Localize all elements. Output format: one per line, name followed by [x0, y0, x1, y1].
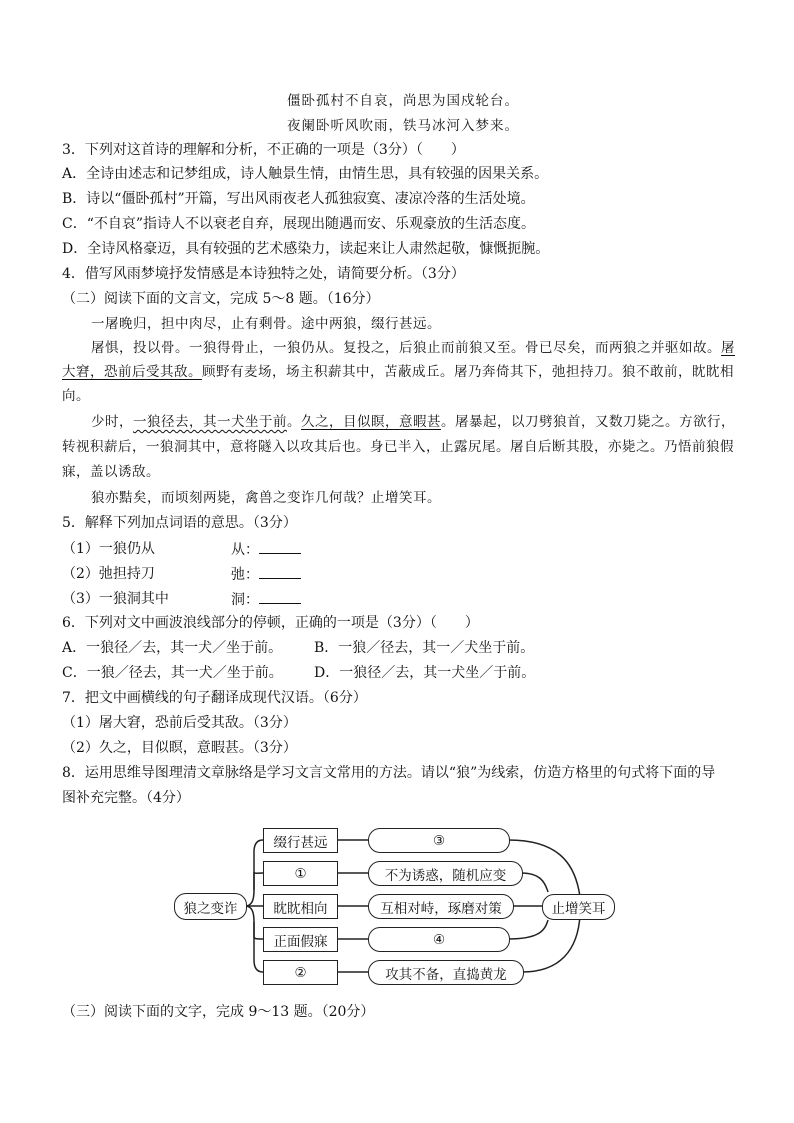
- passage-text: 。屠暴起，以刀劈狼首，又数刀毙之。方欲行，: [441, 414, 735, 430]
- underlined-sentence: 屠: [721, 340, 735, 356]
- q6-option-b: B．一狼／径去，其一／犬坐于前。: [314, 640, 535, 656]
- q5-item-2: （2）弛担持刀: [62, 566, 155, 582]
- mindmap-left-blank-1[interactable]: ①: [263, 861, 338, 886]
- q5-word-label: 从：: [231, 542, 259, 558]
- q6-option-d: D．一狼径／去，其一犬坐／于前。: [314, 665, 536, 681]
- mindmap-right-node-5: 攻其不备，直捣黄龙: [368, 960, 524, 985]
- mindmap-end: 止增笑耳: [542, 894, 615, 920]
- q6-option-a: A．一狼径／去，其一犬／坐于前。: [62, 640, 283, 656]
- q7-sentence-2: （2）久之，目似瞑，意暇甚。（3分）: [62, 740, 297, 756]
- poem-line-1: 僵卧孤村不自哀，尚思为国戍轮台。: [287, 93, 519, 109]
- mindmap-left-node-3: 眈眈相向: [263, 894, 338, 919]
- mindmap-left-blank-2[interactable]: ②: [263, 960, 338, 985]
- q3-stem: 3．下列对这首诗的理解和分析，不正确的一项是（3分）（ ）: [62, 142, 465, 158]
- q6-stem: 6．下列对文中画波浪线部分的停顿，正确的一项是（3分）（ ）: [62, 615, 479, 631]
- q6-option-c: C．一狼／径去，其一犬／坐于前。: [62, 665, 283, 681]
- q3-option-a: A．全诗由述志和记梦组成，诗人触景生情，由情生思，具有较强的因果关系。: [62, 166, 549, 182]
- q4-stem: 4．借写风雨梦境抒发情感是本诗独特之处，请简要分析。（3分）: [62, 266, 465, 282]
- passage-paragraph-2-end: 向。: [62, 388, 90, 404]
- mindmap-right-node-2: 不为诱惑，随机应变: [368, 861, 523, 886]
- section2-title: （二）阅读下面的文言文，完成 5～8 题。（16分）: [62, 291, 380, 307]
- q8-stem-cont: 图补充完整。（4分）: [62, 790, 190, 806]
- q7-stem: 7．把文中画横线的句子翻译成现代汉语。（6分）: [62, 690, 367, 706]
- passage-paragraph-1: 一屠晚归，担中肉尽，止有剩骨。途中两狼，缀行甚远。: [91, 316, 441, 332]
- q5-item-1: （1）一狼仍从: [62, 541, 155, 557]
- passage-paragraph-4: 狼亦黠矣，而顷刻两毙，禽兽之变诈几何哉？止增笑耳。: [91, 490, 441, 506]
- underlined-sentence: 久之，目似瞑，意暇甚: [301, 414, 441, 430]
- passage-text: 少时，: [91, 414, 133, 430]
- passage-paragraph-3-cont: 转视积薪后，一狼洞其中，意将隧入以攻其后也。身已半入，止露尻尾。屠自后断其股，亦毙之。乃悟前狼假: [62, 439, 734, 455]
- q3-option-b: B．诗以“僵卧孤村”开篇，写出风雨夜老人孤独寂寞、凄凉冷落的生活处境。: [62, 191, 535, 207]
- section3-title: （三）阅读下面的文字，完成 9～13 题。（20分）: [62, 1004, 375, 1020]
- q8-stem: 8．运用思维导图理清文章脉络是学习文言文常用的方法。请以“狼”为线索，仿造方格里的句式将下面的导: [62, 765, 716, 781]
- passage-text: 。: [287, 414, 301, 430]
- wavy-underlined-sentence: 一狼径去，其一犬坐于前: [133, 414, 287, 430]
- mindmap-left-node-1: 缀行甚远: [263, 828, 338, 853]
- mindmap-right-blank-3[interactable]: ③: [368, 828, 510, 853]
- passage-text: 屠惧，投以骨。一狼得骨止，一狼仍从。复投之，后狼止而前狼又至。骨已尽矣，而两狼之并驱如故。: [91, 340, 721, 356]
- q5-stem: 5．解释下列加点词语的意思。（3分）: [62, 515, 297, 531]
- underlined-sentence: 大窘，恐前后受其敌。: [62, 364, 202, 380]
- mindmap-right-blank-4[interactable]: ④: [368, 927, 510, 952]
- passage-text: 顾野有麦场，场主积薪其中，苫蔽成丘。屠乃奔倚其下，弛担持刀。狼不敢前，眈眈相: [202, 364, 734, 380]
- mindmap-root: 狼之变诈: [174, 893, 247, 920]
- q5-item-3: （3）一狼洞其中: [62, 591, 169, 607]
- poem-line-2: 夜阑卧听风吹雨，铁马冰河入梦来。: [287, 118, 519, 134]
- passage-paragraph-3-end: 寐，盖以诱敌。: [62, 464, 160, 480]
- mindmap-right-node-3: 互相对峙，琢磨对策: [368, 894, 514, 919]
- q5-word-label: 洞：: [231, 592, 259, 608]
- q5-word-label: 弛：: [231, 567, 259, 583]
- q3-option-d: D．全诗风格豪迈，具有较强的艺术感染力，读起来让人肃然起敬，慷慨扼腕。: [62, 241, 550, 257]
- mindmap-left-node-4: 正面假寐: [263, 927, 338, 952]
- q7-sentence-1: （1）屠大窘，恐前后受其敌。（3分）: [62, 715, 297, 731]
- q3-option-c: C．“不自哀”指诗人不以衰老自弃，展现出随遇而安、乐观豪放的生活态度。: [62, 216, 536, 232]
